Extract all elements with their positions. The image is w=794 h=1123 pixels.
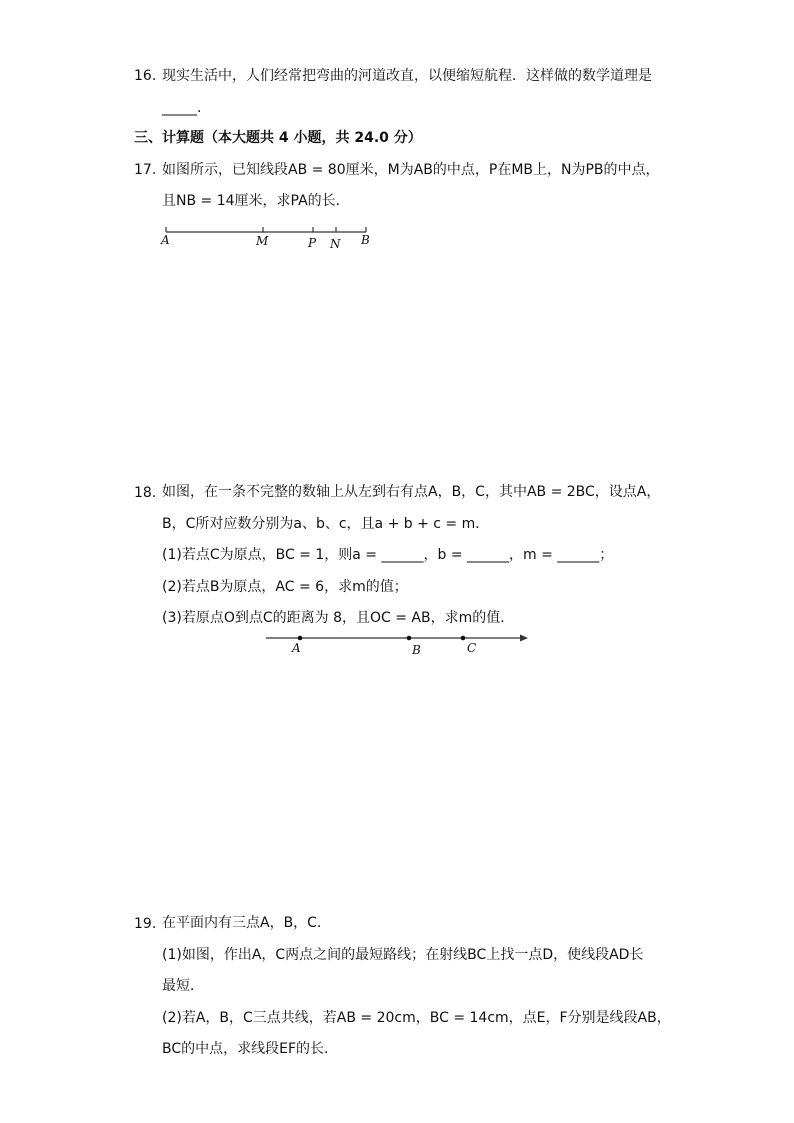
q19-text-line5: BC的中点，求线段EF的长． [162, 1041, 339, 1057]
q18-text-line3: (1)若点C为原点，BC = 1，则a = ______，b = ______，m = ______； [162, 547, 614, 563]
q17-label-a: A [161, 233, 170, 247]
q18-number-line-figure [262, 630, 542, 660]
q16-number: 16. [134, 68, 157, 84]
q18-label-c: C [467, 641, 477, 655]
q16-text-line2: _____. [162, 100, 202, 116]
q18-label-a: A [292, 641, 301, 655]
q17-label-n: N [330, 237, 341, 251]
q17-number: 17. [134, 162, 157, 178]
q18-text-line2: B，C所对应数分别为a、b、c，且a + b + c = m． [162, 516, 490, 532]
q18-point-a [298, 636, 303, 641]
q18-text-line4: (2)若点B为原点，AC = 6，求m的值； [162, 579, 408, 595]
q18-arrow-head [520, 635, 528, 642]
q16-text-line1: 现实生活中，人们经常把弯曲的河道改直，以便缩短航程．这样做的数学道理是 [162, 68, 652, 84]
q17-label-m: M [256, 234, 269, 248]
section-3-heading: 三、计算题（本大题共 4 小题，共 24.0 分） [134, 130, 422, 146]
q17-label-b: B [361, 233, 370, 247]
q19-text-line3: 最短． [162, 978, 204, 994]
q19-text-line4: (2)若A，B，C三点共线，若AB = 20cm，BC = 14cm，点E，F分别是线段AB， [162, 1010, 671, 1026]
q17-text-line1: 如图所示，已知线段AB = 80厘米，M为AB的中点，P在MB上，N为PB的中点， [162, 162, 660, 178]
q18-point-b [407, 636, 412, 641]
q19-text-line1: 在平面内有三点A，B，C． [162, 915, 331, 931]
q17-segment-figure [160, 224, 380, 254]
q18-point-c [461, 636, 466, 641]
q19-text-line2: (1)如图，作出A，C两点之间的最短路线；在射线BC上找一点D，使线段AD长 [162, 947, 644, 963]
q19-number: 19. [134, 916, 157, 932]
q18-number: 18. [134, 485, 157, 501]
q18-text-line5: (3)若原点O到点C的距离为 8，且OC = AB，求m的值． [162, 610, 515, 626]
q18-text-line1: 如图，在一条不完整的数轴上从左到右有点A，B，C，其中AB = 2BC，设点A， [162, 484, 661, 500]
q17-text-line2: 且NB = 14厘米，求PA的长． [162, 193, 350, 209]
q17-label-p: P [308, 236, 317, 250]
q18-label-b: B [412, 643, 421, 657]
